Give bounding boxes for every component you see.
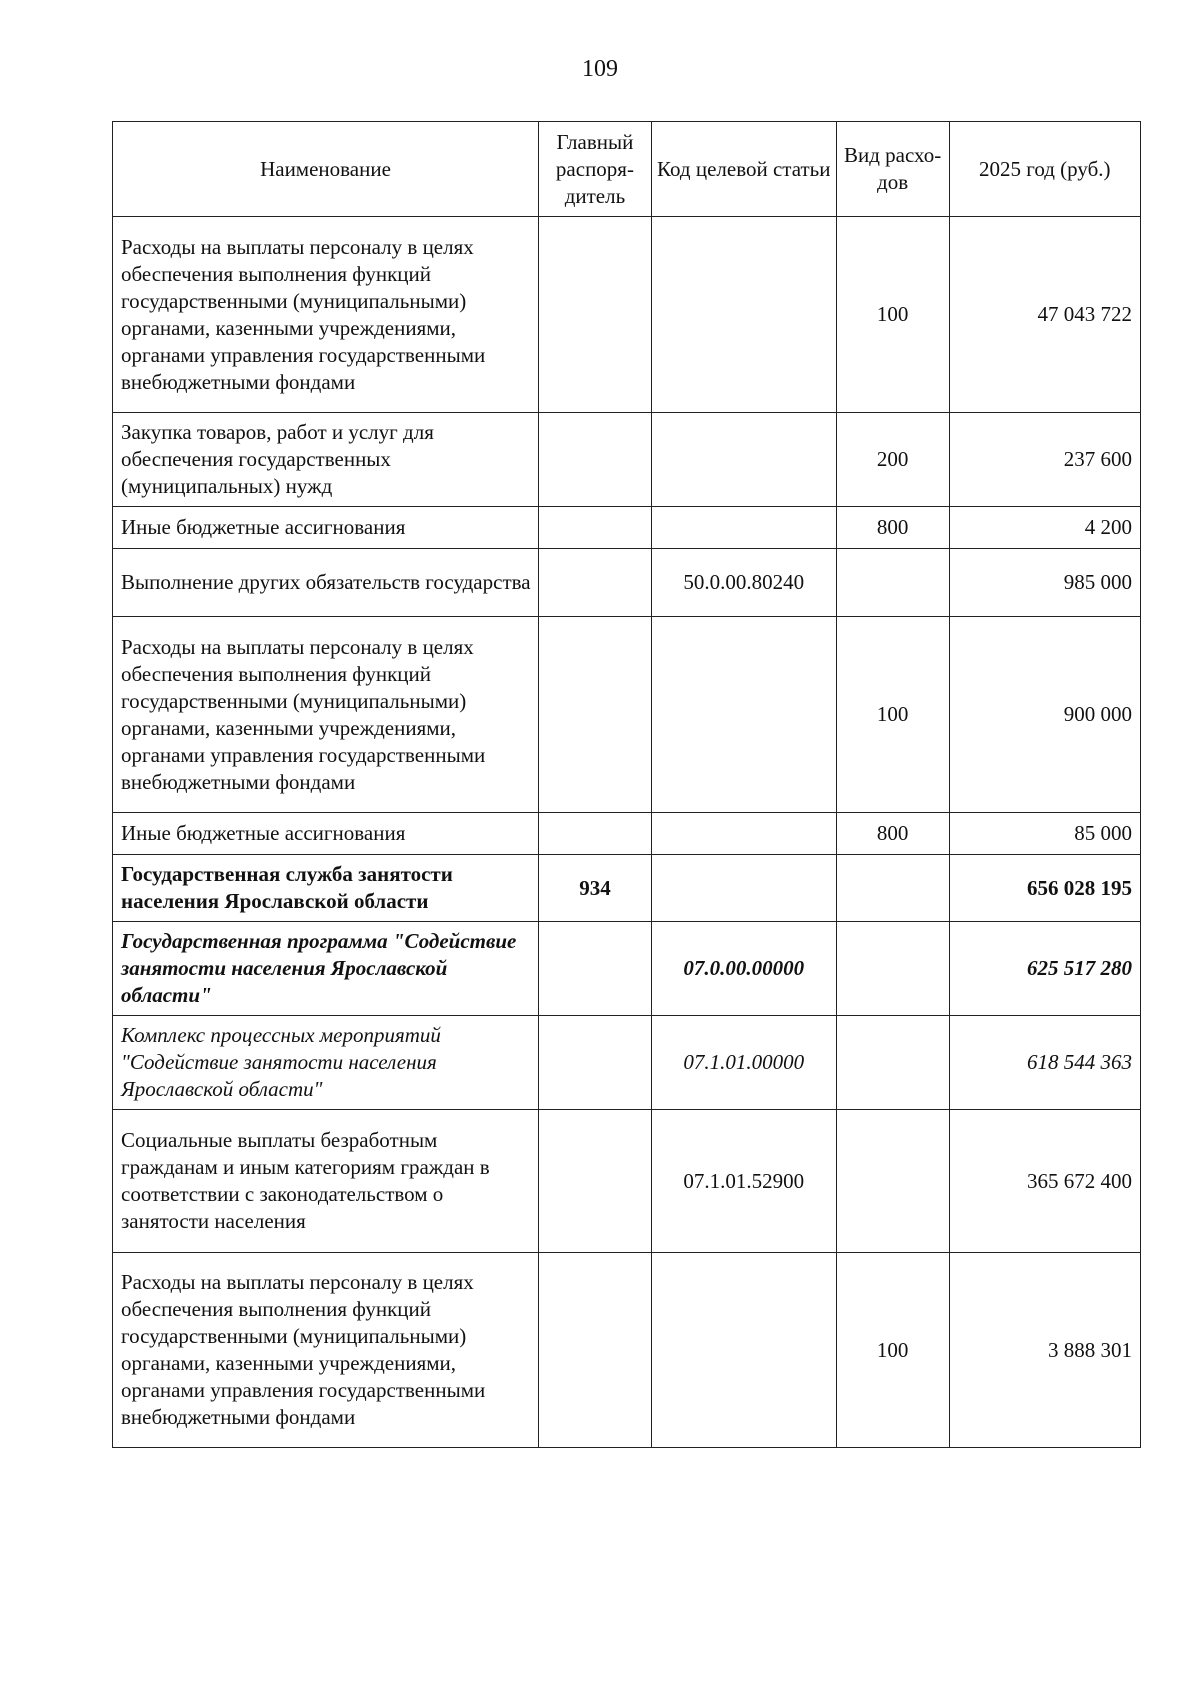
row-target-code [651, 413, 836, 507]
row-amount: 618 544 363 [949, 1016, 1140, 1110]
row-target-code [651, 617, 836, 813]
row-target-code [651, 813, 836, 855]
row-main-manager [539, 813, 652, 855]
table-row [113, 1110, 1141, 1253]
row-amount: 900 000 [949, 617, 1140, 813]
row-name: Социальные выплаты безработным гражданам и иным категориям граждан в соответствии с законодательством о занятости населения [113, 1110, 539, 1253]
row-name: Расходы на выплаты персоналу в целях обеспечения выполнения функций государственными (муниципальными) органами, казенными учреждениями, органами управления государственными внебюджетными фондами [113, 217, 539, 413]
row-expense-type: 800 [836, 507, 949, 549]
header-expense-type: Вид расхо-дов [836, 122, 949, 217]
row-name: Закупка товаров, работ и услуг для обеспечения государственных (муниципальных) нужд [113, 413, 539, 507]
row-name: Государственная служба занятости населения Ярославской области [113, 855, 539, 922]
row-main-manager [539, 1016, 652, 1110]
row-target-code: 07.1.01.00000 [651, 1016, 836, 1110]
table-row [113, 413, 1141, 507]
row-amount: 47 043 722 [949, 217, 1140, 413]
row-name: Государственная программа "Содействие занятости населения Ярославской области" [113, 922, 539, 1016]
table-row [113, 855, 1141, 922]
row-target-code: 07.0.00.00000 [651, 922, 836, 1016]
row-amount: 4 200 [949, 507, 1140, 549]
row-main-manager [539, 1253, 652, 1448]
table-row [113, 922, 1141, 1016]
row-expense-type [836, 1016, 949, 1110]
table-row [113, 1253, 1141, 1448]
row-amount: 237 600 [949, 413, 1140, 507]
table-row [113, 617, 1141, 813]
table-row [113, 1016, 1141, 1110]
table-row [113, 507, 1141, 549]
row-main-manager [539, 217, 652, 413]
table-header-row [113, 122, 1141, 217]
row-name: Комплекс процессных мероприятий "Содействие занятости населения Ярославской области" [113, 1016, 539, 1110]
page-number: 109 [582, 56, 618, 82]
header-amount-2025: 2025 год (руб.) [949, 122, 1140, 217]
row-amount: 985 000 [949, 549, 1140, 617]
row-main-manager [539, 1110, 652, 1253]
row-expense-type: 200 [836, 413, 949, 507]
row-expense-type [836, 855, 949, 922]
budget-table [112, 121, 1141, 1448]
row-target-code [651, 1253, 836, 1448]
header-target-code: Код целевой статьи [651, 122, 836, 217]
row-name: Иные бюджетные ассигнования [113, 507, 539, 549]
row-expense-type: 100 [836, 217, 949, 413]
row-target-code [651, 217, 836, 413]
row-expense-type: 100 [836, 1253, 949, 1448]
row-main-manager [539, 507, 652, 549]
row-target-code [651, 855, 836, 922]
row-expense-type [836, 922, 949, 1016]
row-name: Иные бюджетные ассигнования [113, 813, 539, 855]
row-amount: 365 672 400 [949, 1110, 1140, 1253]
row-amount: 85 000 [949, 813, 1140, 855]
header-name: Наименование [113, 122, 539, 217]
table-body [113, 217, 1141, 1448]
row-main-manager: 934 [539, 855, 652, 922]
row-target-code: 07.1.01.52900 [651, 1110, 836, 1253]
row-expense-type [836, 549, 949, 617]
table-row [113, 813, 1141, 855]
row-amount: 625 517 280 [949, 922, 1140, 1016]
row-amount: 656 028 195 [949, 855, 1140, 922]
row-main-manager [539, 922, 652, 1016]
row-name: Расходы на выплаты персоналу в целях обеспечения выполнения функций государственными (муниципальными) органами, казенными учреждениями, органами управления государственными внебюджетными фондами [113, 617, 539, 813]
row-amount: 3 888 301 [949, 1253, 1140, 1448]
row-expense-type: 800 [836, 813, 949, 855]
row-target-code [651, 507, 836, 549]
row-name: Выполнение других обязательств государства [113, 549, 539, 617]
row-expense-type: 100 [836, 617, 949, 813]
header-main-manager: Главный распоря-дитель [539, 122, 652, 217]
table-row [113, 549, 1141, 617]
row-target-code: 50.0.00.80240 [651, 549, 836, 617]
row-name: Расходы на выплаты персоналу в целях обеспечения выполнения функций государственными (муниципальными) органами, казенными учреждениями, органами управления государственными внебюджетными фондами [113, 1253, 539, 1448]
row-main-manager [539, 617, 652, 813]
row-main-manager [539, 413, 652, 507]
row-main-manager [539, 549, 652, 617]
row-expense-type [836, 1110, 949, 1253]
table-row [113, 217, 1141, 413]
